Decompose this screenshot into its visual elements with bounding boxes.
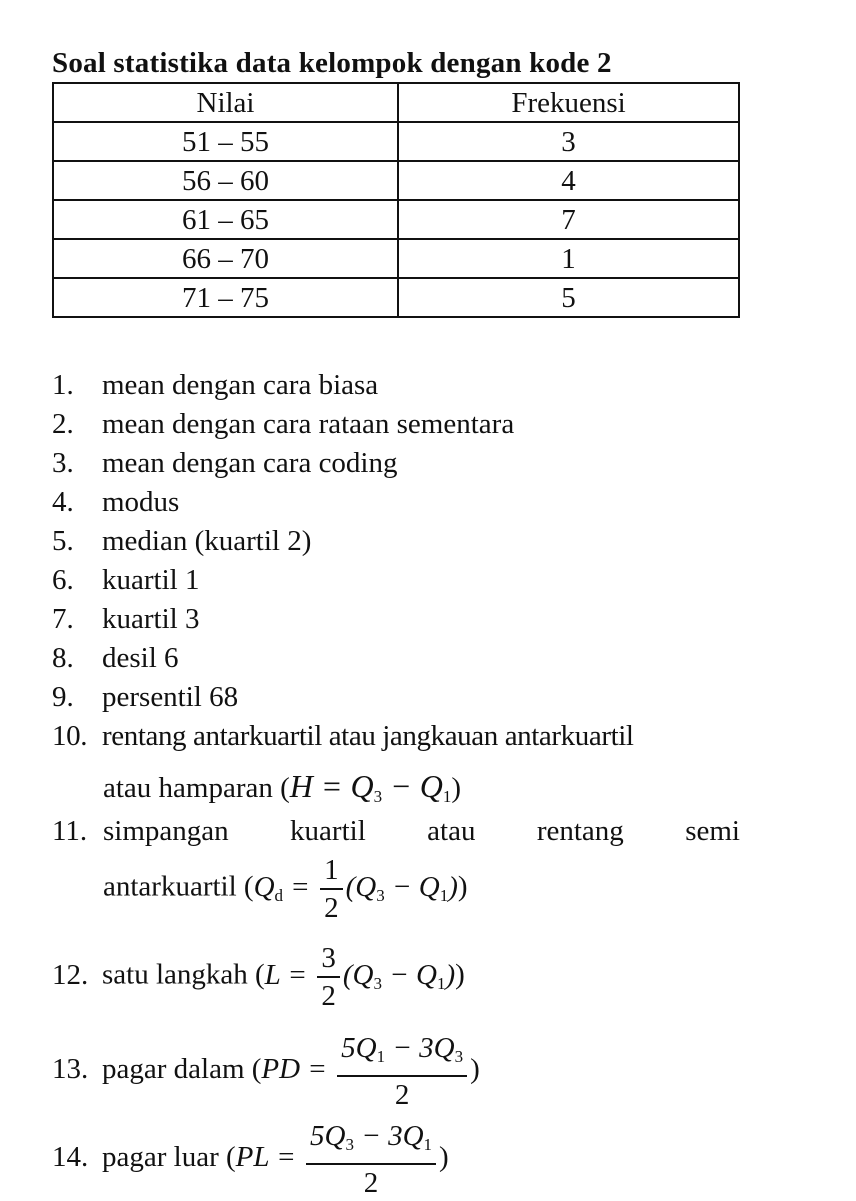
question-item [52,524,311,558]
question-item [52,446,398,480]
question-item [52,602,199,636]
word: rentang [536,815,624,847]
formula-pl: PL = $\frac{5Q_3 - 3Q_1}{2}$ [236,1141,439,1173]
cell-frekuensi: 5 [398,278,739,317]
cell-frekuensi: 1 [398,239,739,278]
cell-nilai: 66 – 70 [53,239,398,278]
table-row [53,200,739,239]
question-text: kuartil 3 [102,603,200,635]
table-row [53,239,739,278]
question-text: pagar luar ( [102,1141,236,1174]
question-number: 5. [52,525,74,557]
word: simpangan [103,815,229,847]
question-text: mean dengan cara biasa [102,369,379,401]
table-row [53,278,739,317]
table-row [53,122,739,161]
question-number: 13. [52,1053,89,1086]
word: kuartil [290,815,366,847]
question-item: 13. pagar dalam (PD = $\frac{5Q_1 - 3Q_3}{2}$ ) [52,1032,480,1111]
question-text: rentang antarkuartil atau jangkauan antarkuartil [102,720,634,752]
formula-l: L = $\frac{3}{2}$ $(Q_3 - Q_1)$ [264,942,456,1012]
question-number: 6. [52,564,74,596]
question-item [52,368,378,402]
cell-frekuensi: 3 [398,122,739,161]
column-header-nilai: Nilai [53,83,398,122]
question-text: antarkuartil ( [103,870,254,903]
question-text [103,815,740,848]
question-number: 12. [52,958,89,991]
cell-frekuensi: 4 [398,161,739,200]
question-item [52,641,179,675]
frequency-table [52,82,740,318]
question-text: atau hamparan ( [103,772,290,804]
question-number: 7. [52,603,74,635]
cell-frekuensi: 7 [398,200,739,239]
question-text: mean dengan cara coding [102,447,398,479]
question-item [52,407,514,441]
question-number: 2. [52,408,74,440]
question-text: mean dengan cara rataan sementara [102,408,515,440]
question-item [52,680,238,714]
question-number: 11. [52,815,88,847]
question-text: modus [102,486,180,518]
question-continuation: antarkuartil ($Q_d$ = $\frac{1}{2}$ $(Q_3 - Q_1)$) [103,854,468,924]
question-continuation: atau hamparan $(H = Q_3 - Q_1)$ [103,768,461,806]
question-text: median (kuartil 2) [102,525,312,557]
formula-h: $H = Q_3 - Q_1$ [289,768,452,806]
question-number: 14. [52,1141,89,1174]
question-number: 4. [52,486,74,518]
question-item [52,563,199,597]
question-item [52,485,179,519]
question-item [52,719,634,753]
cell-nilai: 71 – 75 [53,278,398,317]
question-text: pagar dalam ( [102,1053,262,1086]
formula-pd: PD = $\frac{5Q_1 - 3Q_3}{2}$ [261,1053,470,1085]
question-text: kuartil 1 [102,564,200,596]
question-item: 14. pagar luar (PL = $\frac{5Q_3 - 3Q_1}{2}$ ) [52,1120,449,1199]
table-row [53,161,739,200]
cell-nilai: 56 – 60 [53,161,398,200]
question-number: 10. [52,720,88,752]
word: semi [685,815,740,847]
question-text: desil 6 [102,642,179,674]
table-header-row [53,83,739,122]
question-item: 12. satu langkah (L = $\frac{3}{2}$ $(Q_3 - Q_1)$) [52,942,465,1012]
cell-nilai: 61 – 65 [53,200,398,239]
question-text: satu langkah ( [102,958,265,991]
question-item [52,815,740,848]
column-header-frekuensi: Frekuensi [398,83,739,122]
cell-nilai: 51 – 55 [53,122,398,161]
question-text: persentil 68 [102,681,239,713]
question-number: 8. [52,642,74,674]
question-number: 3. [52,447,74,479]
formula-qd: $Q_d$ = $\frac{1}{2}$ $(Q_3 - Q_1)$ [253,854,458,924]
question-number: 1. [52,369,74,401]
question-number: 9. [52,681,74,713]
word: atau [427,815,476,847]
page-title: Soal statistika data kelompok dengan kode 2 [52,47,612,79]
